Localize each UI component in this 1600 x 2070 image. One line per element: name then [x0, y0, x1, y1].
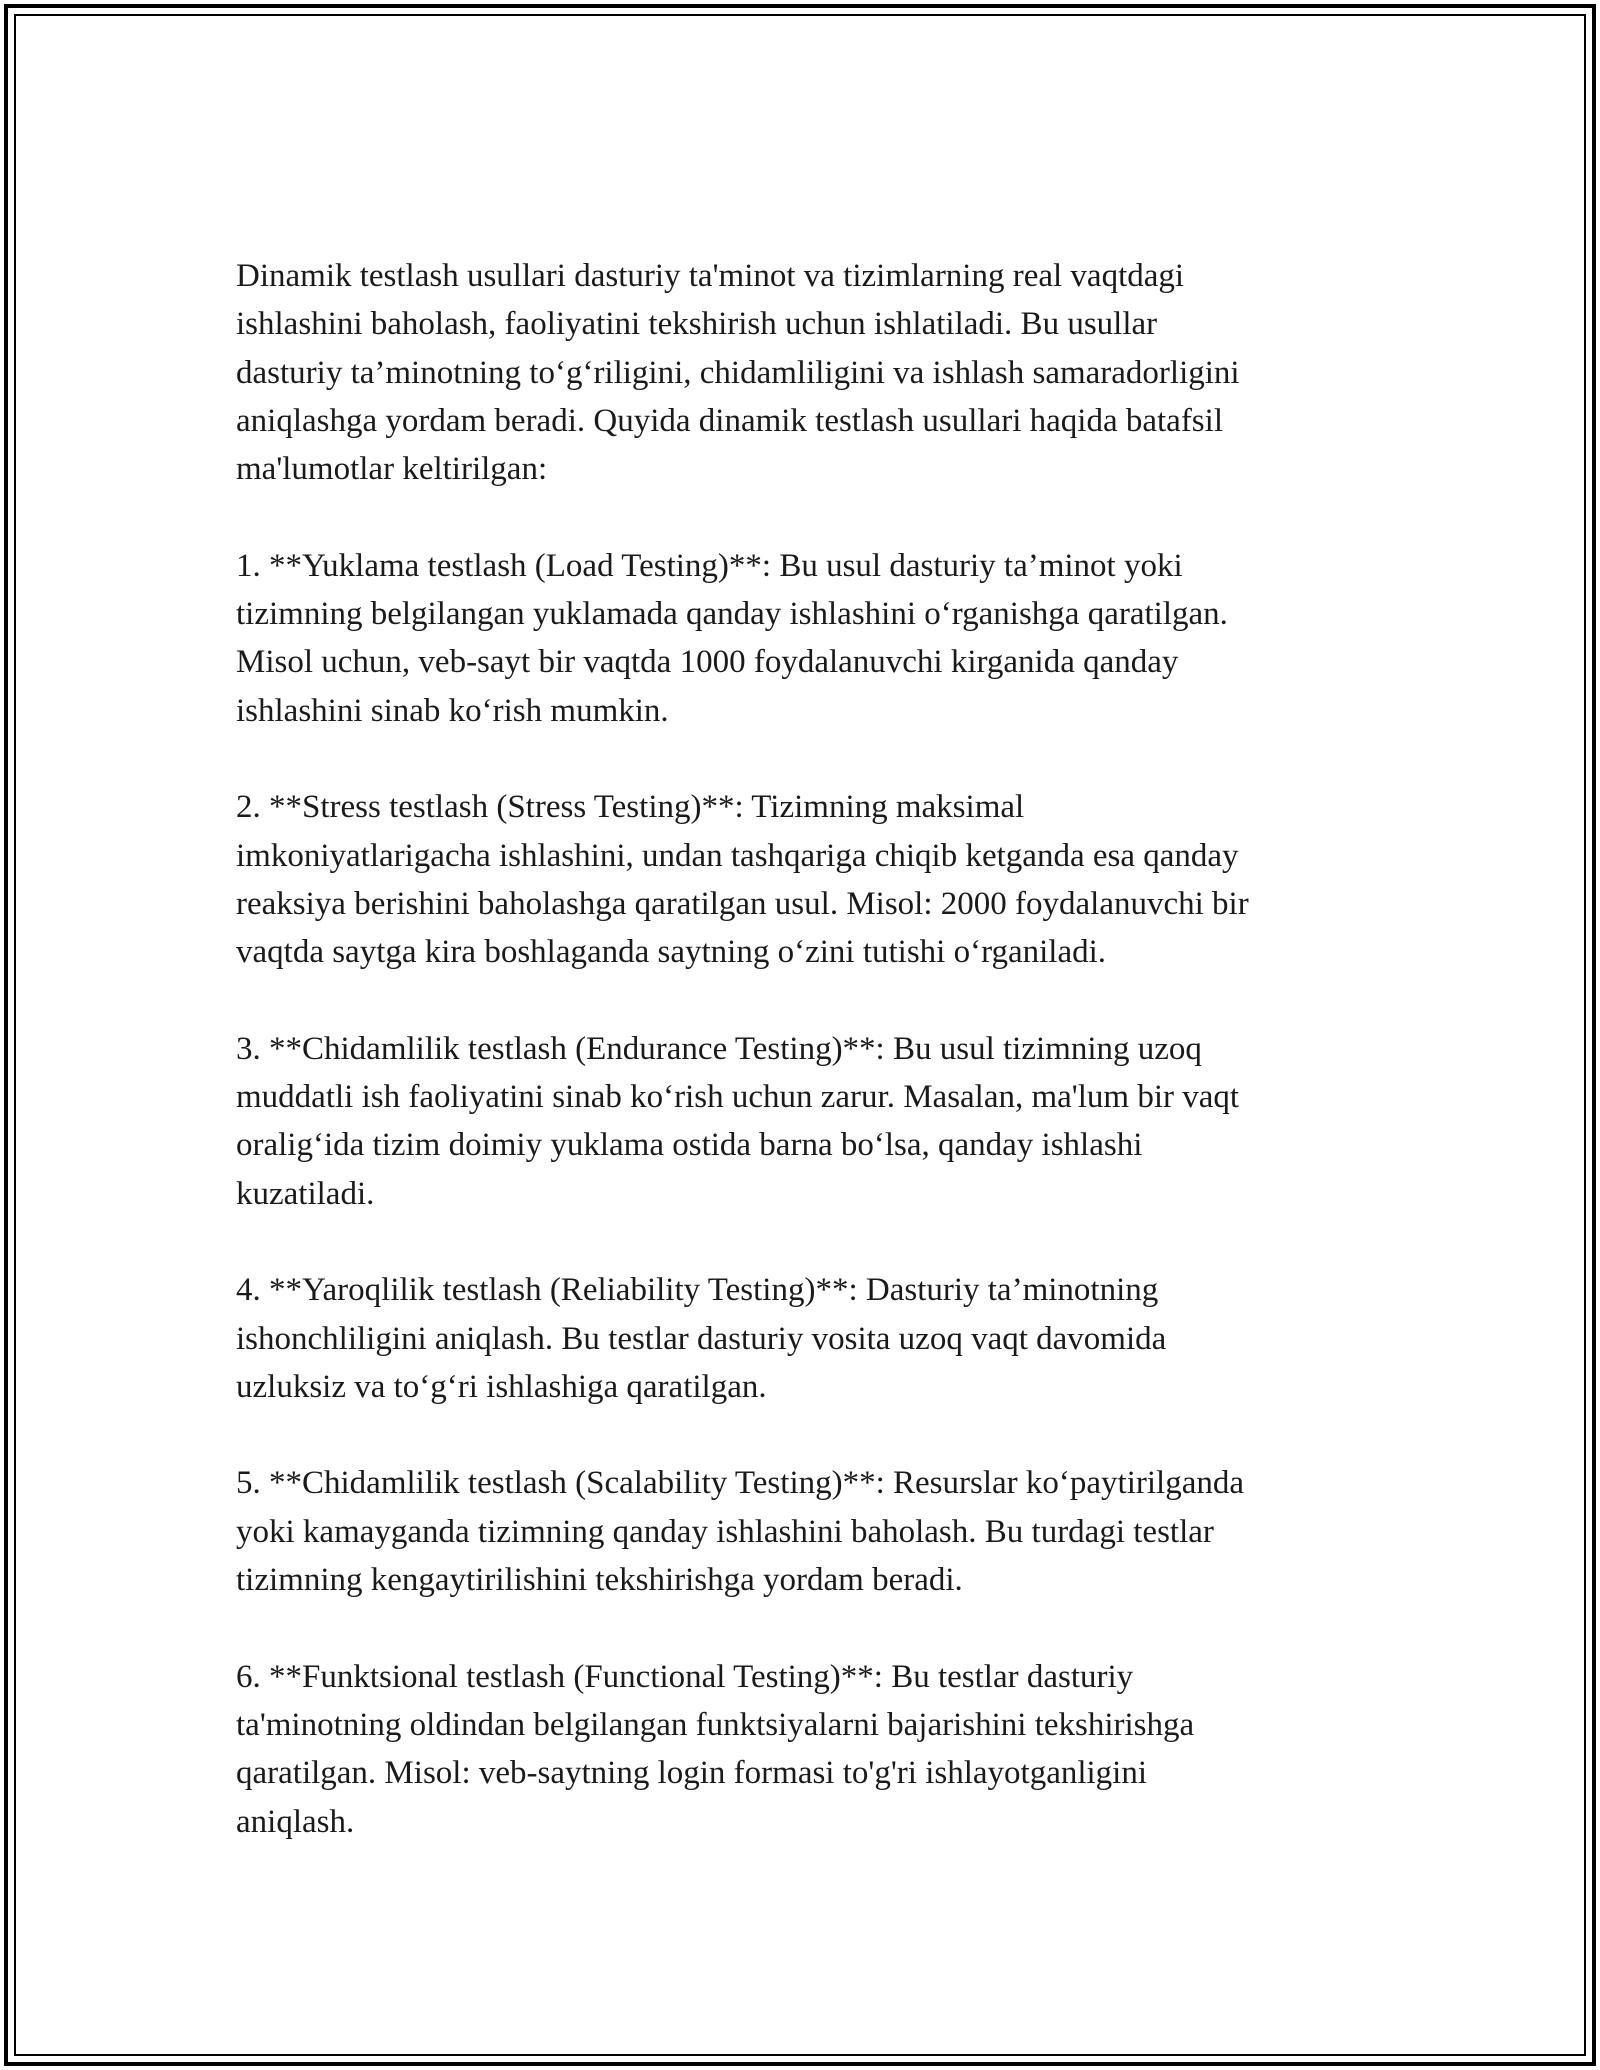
- intro-paragraph: Dinamik testlash usullari dasturiy ta'minot va tizimlarning real vaqtdagi ishlashini baholash, faoliyatini tekshirish uchun ishlatiladi. Bu usullar dasturiy ta’minotning to‘g‘riligini, chidamliligini va ishlash samaradorligini aniqlashga yordam beradi. Quyida dinamik testlash usullari haqida batafsil ma'lumotlar keltirilgan:: [236, 258, 1240, 488]
- list-item-stress-testing: 2. **Stress testlash (Stress Testing)**: Tizimning maksimal imkoniyatlarigacha ishlashini, undan tashqariga chiqib ketganda esa qanday reaksiya berishini baholashga qaratilgan usul. Misol: 2000 foydalanuvchi bir vaqtda saytga kira boshlaganda saytning o‘zini tutishi o‘rganiladi.: [236, 789, 1249, 971]
- list-item-reliability-testing: 4. **Yaroqlilik testlash (Reliability Testing)**: Dasturiy ta’minotning ishonchliligini aniqlash. Bu testlar dasturiy vosita uzoq vaqt davomida uzluksiz va to‘g‘ri ishlashiga qaratilgan.: [236, 1272, 1167, 1405]
- document-body: [236, 252, 1366, 1846]
- list-item-functional-testing: 6. **Funktsional testlash (Functional Testing)**: Bu testlar dasturiy ta'minotning oldindan belgilangan funktsiyalarni bajarishini tekshirishga qaratilgan. Misol: veb-saytning login formasi to'g'ri ishlayotganligini aniqlash.: [236, 1658, 1195, 1840]
- list-item-scalability-testing: 5. **Chidamlilik testlash (Scalability Testing)**: Resurslar ko‘paytirilganda yoki kamayganda tizimning qanday ishlashini baholash. Bu turdagi testlar tizimning kengaytirilishini tekshirishga yordam beradi.: [236, 1465, 1244, 1599]
- list-item-load-testing: 1. **Yuklama testlash (Load Testing)**: Bu usul dasturiy ta’minot yoki tizimning belgilangan yuklamada qanday ishlashini o‘rganishga qaratilgan. Misol uchun, veb-sayt bir vaqtda 1000 foydalanuvchi kirganida qanday ishlashini sinab ko‘rish mumkin.: [236, 547, 1228, 729]
- list-item-endurance-testing: 3. **Chidamlilik testlash (Endurance Testing)**: Bu usul tizimning uzoq muddatli ish faoliyatini sinab ko‘rish uchun zarur. Masalan, ma'lum bir vaqt oralig‘ida tizim doimiy yuklama ostida barna bo‘lsa, qanday ishlashi kuzatiladi.: [236, 1030, 1240, 1212]
